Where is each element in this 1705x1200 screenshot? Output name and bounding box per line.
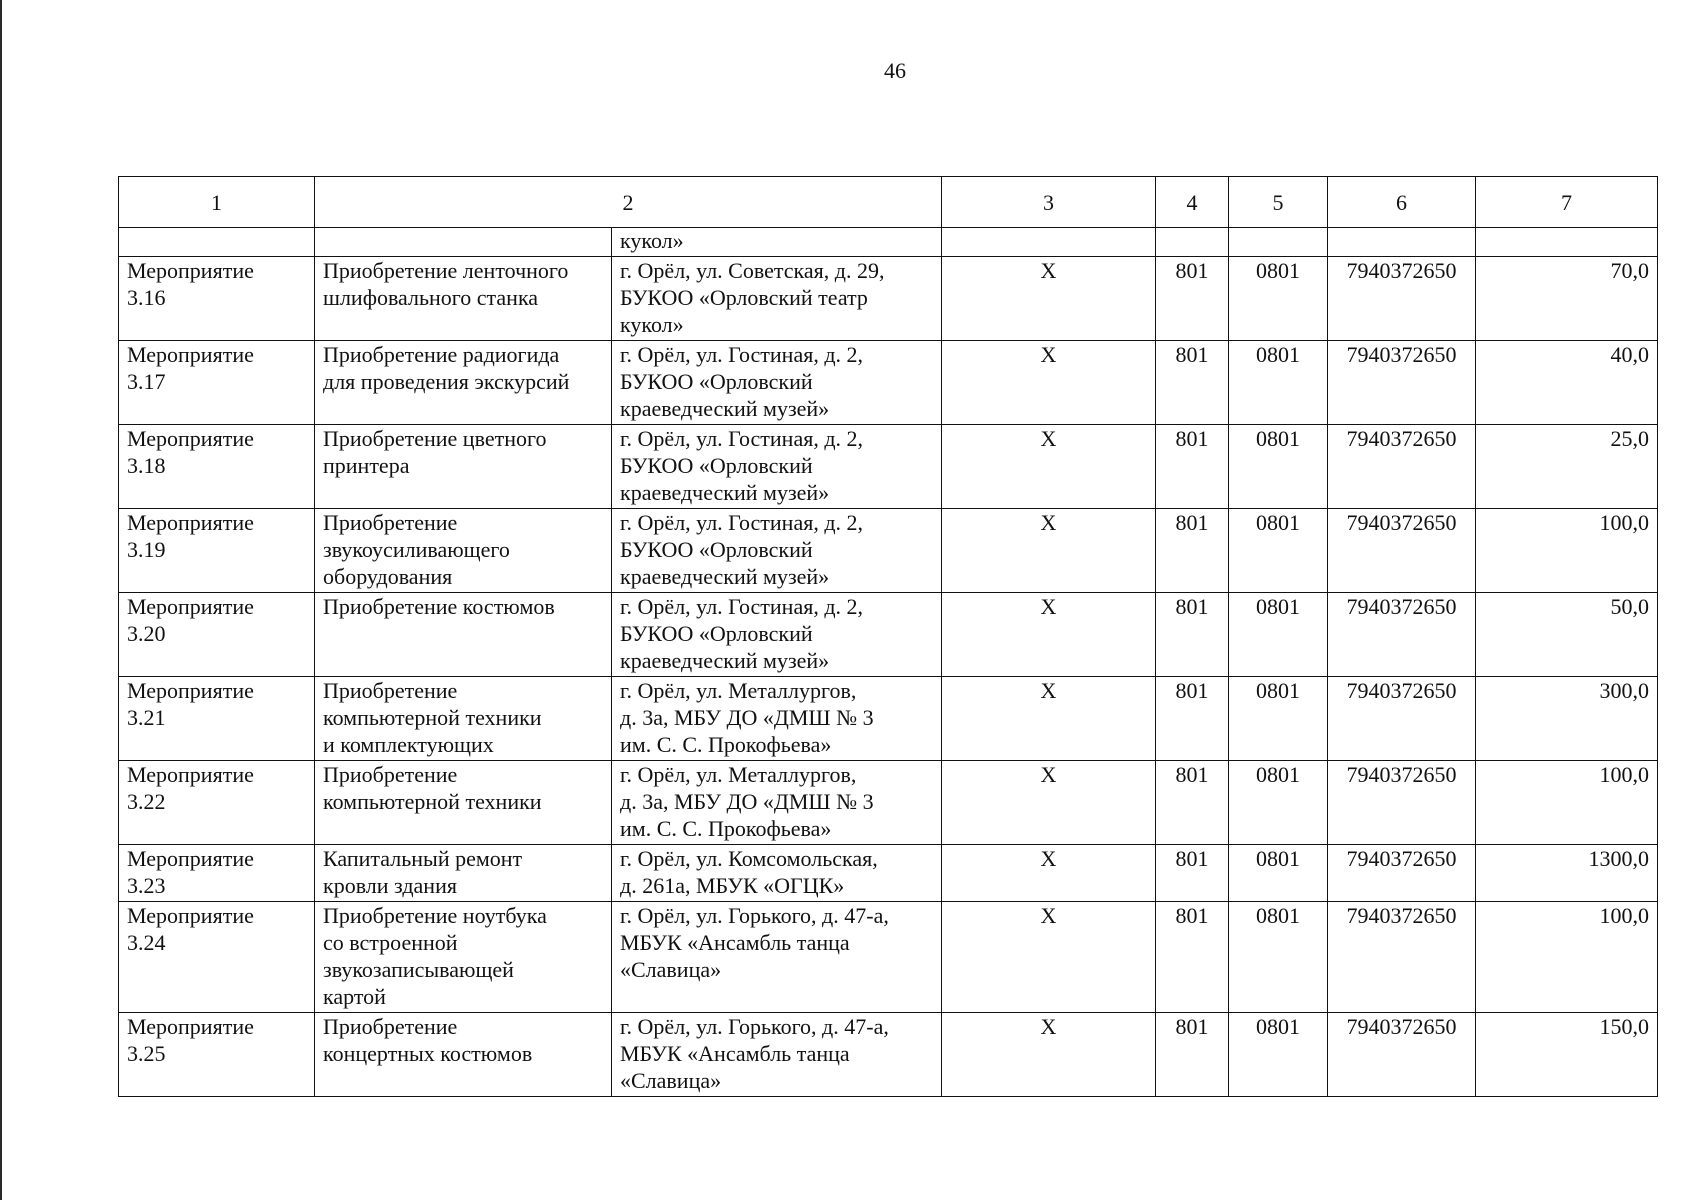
code6-cell: 7940372650 (1328, 677, 1476, 761)
mark-cell: Х (942, 845, 1156, 902)
code5-cell: 0801 (1229, 257, 1328, 341)
event-cell: Мероприятие 3.24 (119, 902, 315, 1013)
description-cell: Приобретение концертных костюмов (315, 1013, 612, 1097)
mark-cell: Х (942, 1013, 1156, 1097)
address-cell: г. Орёл, ул. Горького, д. 47-а, МБУК «Ансамбль танца «Славица» (612, 902, 942, 1013)
amount-cell: 40,0 (1476, 341, 1658, 425)
amount-cell: 100,0 (1476, 761, 1658, 845)
column-number-row (119, 177, 1658, 228)
column-number: 5 (1229, 177, 1328, 228)
code6-cell: 7940372650 (1328, 425, 1476, 509)
description-cell: Приобретение ленточного шлифовального станка (315, 257, 612, 341)
column-number: 7 (1476, 177, 1658, 228)
amount-cell: 50,0 (1476, 593, 1658, 677)
code4-cell: 801 (1156, 257, 1229, 341)
amount-cell: 1300,0 (1476, 845, 1658, 902)
table-row (119, 593, 1658, 677)
continuation-row (119, 228, 1658, 257)
mark-cell: Х (942, 341, 1156, 425)
code5-cell: 0801 (1229, 902, 1328, 1013)
event-cell: Мероприятие 3.16 (119, 257, 315, 341)
address-cell: г. Орёл, ул. Гостиная, д. 2, БУКОО «Орловский краеведческий музей» (612, 509, 942, 593)
column-number: 3 (942, 177, 1156, 228)
code6-cell: 7940372650 (1328, 845, 1476, 902)
code6-cell: 7940372650 (1328, 902, 1476, 1013)
description-cell: Приобретение ноутбука со встроенной звукозаписывающей картой (315, 902, 612, 1013)
code6-cell: 7940372650 (1328, 257, 1476, 341)
mark-cell: Х (942, 677, 1156, 761)
continuation-cell (315, 228, 612, 257)
code5-cell: 0801 (1229, 1013, 1328, 1097)
code5-cell: 0801 (1229, 593, 1328, 677)
mark-cell: Х (942, 509, 1156, 593)
table-row (119, 257, 1658, 341)
column-number: 6 (1328, 177, 1476, 228)
amount-cell: 25,0 (1476, 425, 1658, 509)
address-cell: г. Орёл, ул. Металлургов, д. 3а, МБУ ДО «ДМШ № 3 им. С. С. Прокофьева» (612, 677, 942, 761)
event-cell: Мероприятие 3.22 (119, 761, 315, 845)
continuation-cell (1328, 228, 1476, 257)
address-cell: г. Орёл, ул. Советская, д. 29, БУКОО «Орловский театр кукол» (612, 257, 942, 341)
address-cell: г. Орёл, ул. Металлургов, д. 3а, МБУ ДО «ДМШ № 3 им. С. С. Прокофьева» (612, 761, 942, 845)
code6-cell: 7940372650 (1328, 1013, 1476, 1097)
mark-cell: Х (942, 761, 1156, 845)
amount-cell: 300,0 (1476, 677, 1658, 761)
amount-cell: 70,0 (1476, 257, 1658, 341)
address-cell: г. Орёл, ул. Комсомольская, д. 261а, МБУК «ОГЦК» (612, 845, 942, 902)
code5-cell: 0801 (1229, 341, 1328, 425)
code4-cell: 801 (1156, 845, 1229, 902)
table-row (119, 509, 1658, 593)
page-number: 46 (884, 58, 906, 83)
mark-cell: Х (942, 902, 1156, 1013)
budget-table (118, 176, 1658, 1097)
address-cell: г. Орёл, ул. Горького, д. 47-а, МБУК «Ансамбль танца «Славица» (612, 1013, 942, 1097)
description-cell: Капитальный ремонт кровли здания (315, 845, 612, 902)
description-cell: Приобретение радиогида для проведения экскурсий (315, 341, 612, 425)
code4-cell: 801 (1156, 761, 1229, 845)
event-cell: Мероприятие 3.23 (119, 845, 315, 902)
amount-cell: 100,0 (1476, 509, 1658, 593)
code5-cell: 0801 (1229, 509, 1328, 593)
code6-cell: 7940372650 (1328, 761, 1476, 845)
table-row (119, 761, 1658, 845)
code4-cell: 801 (1156, 902, 1229, 1013)
amount-cell: 100,0 (1476, 902, 1658, 1013)
code5-cell: 0801 (1229, 845, 1328, 902)
scan-edge-line (0, 0, 2, 1200)
table-row (119, 341, 1658, 425)
mark-cell: Х (942, 593, 1156, 677)
event-cell: Мероприятие 3.19 (119, 509, 315, 593)
column-number: 1 (119, 177, 315, 228)
event-cell: Мероприятие 3.20 (119, 593, 315, 677)
code4-cell: 801 (1156, 425, 1229, 509)
address-cell: г. Орёл, ул. Гостиная, д. 2, БУКОО «Орловский краеведческий музей» (612, 593, 942, 677)
event-cell: Мероприятие 3.25 (119, 1013, 315, 1097)
code5-cell: 0801 (1229, 425, 1328, 509)
address-cell: г. Орёл, ул. Гостиная, д. 2, БУКОО «Орловский краеведческий музей» (612, 341, 942, 425)
code4-cell: 801 (1156, 593, 1229, 677)
table-row (119, 902, 1658, 1013)
code5-cell: 0801 (1229, 677, 1328, 761)
event-cell: Мероприятие 3.21 (119, 677, 315, 761)
column-number: 4 (1156, 177, 1229, 228)
amount-cell: 150,0 (1476, 1013, 1658, 1097)
table-row (119, 1013, 1658, 1097)
continuation-cell (119, 228, 315, 257)
code4-cell: 801 (1156, 1013, 1229, 1097)
continuation-cell: кукол» (612, 228, 942, 257)
continuation-cell (942, 228, 1156, 257)
table-row (119, 677, 1658, 761)
code5-cell: 0801 (1229, 761, 1328, 845)
description-cell: Приобретение звукоусиливающего оборудования (315, 509, 612, 593)
mark-cell: Х (942, 257, 1156, 341)
table-row (119, 845, 1658, 902)
description-cell: Приобретение компьютерной техники и комплектующих (315, 677, 612, 761)
column-number: 2 (315, 177, 942, 228)
description-cell: Приобретение цветного принтера (315, 425, 612, 509)
mark-cell: Х (942, 425, 1156, 509)
event-cell: Мероприятие 3.17 (119, 341, 315, 425)
address-cell: г. Орёл, ул. Гостиная, д. 2, БУКОО «Орловский краеведческий музей» (612, 425, 942, 509)
description-cell: Приобретение компьютерной техники (315, 761, 612, 845)
continuation-cell (1476, 228, 1658, 257)
event-cell: Мероприятие 3.18 (119, 425, 315, 509)
code4-cell: 801 (1156, 509, 1229, 593)
description-cell: Приобретение костюмов (315, 593, 612, 677)
code4-cell: 801 (1156, 341, 1229, 425)
code4-cell: 801 (1156, 677, 1229, 761)
continuation-cell (1229, 228, 1328, 257)
code6-cell: 7940372650 (1328, 593, 1476, 677)
code6-cell: 7940372650 (1328, 341, 1476, 425)
code6-cell: 7940372650 (1328, 509, 1476, 593)
table-row (119, 425, 1658, 509)
continuation-cell (1156, 228, 1229, 257)
